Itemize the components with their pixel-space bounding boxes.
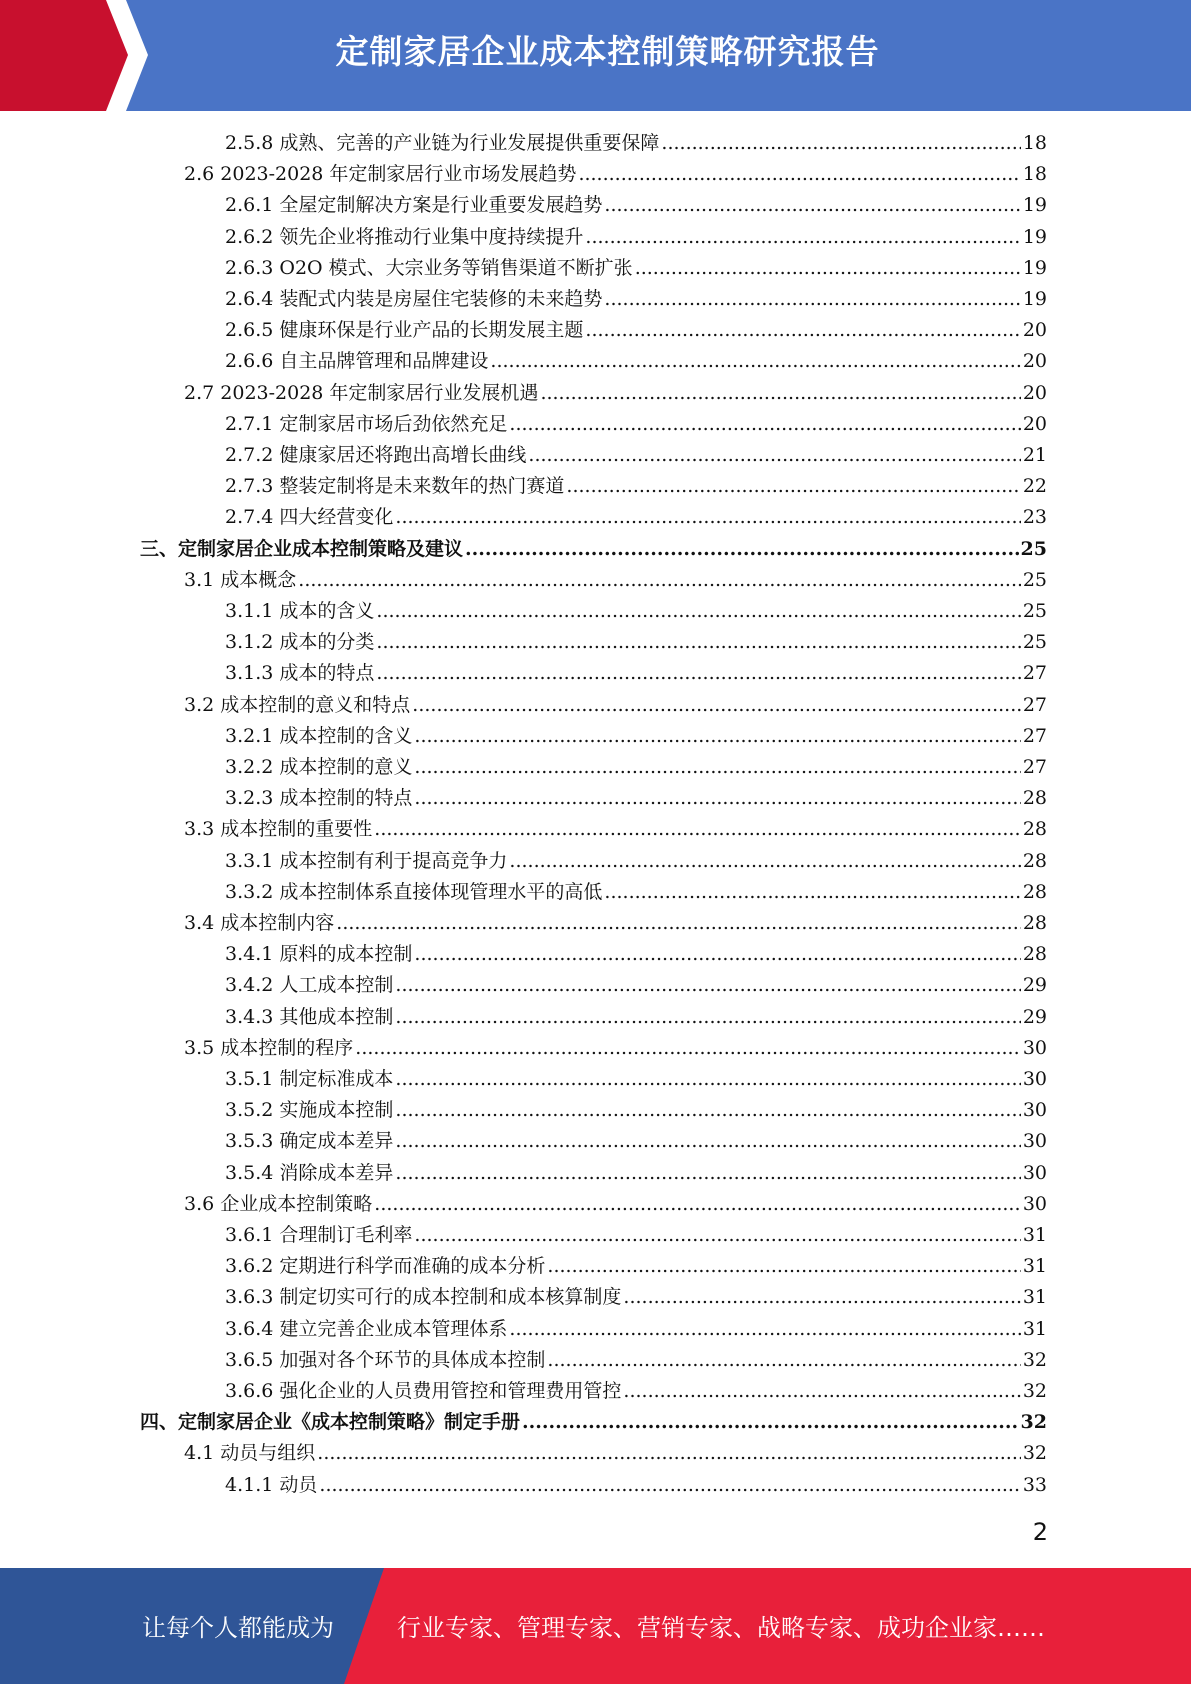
toc-dot-leader [395,1095,1020,1126]
toc-entry[interactable] [184,565,1047,596]
toc-dot-leader [395,1126,1020,1157]
toc-dot-leader [376,627,1020,658]
toc-entry-number: 3.6.4 [225,1317,280,1340]
toc-entry-page: 23 [1022,506,1047,529]
toc-entry-title: 合理制订毛利率 [279,1224,413,1246]
toc-entry[interactable] [225,409,1047,440]
toc-dot-leader [623,1282,1020,1313]
toc-dot-leader [635,253,1021,284]
toc-entry-title: 整装定制将是未来数年的热门赛道 [279,475,565,498]
toc-entry[interactable] [225,315,1047,346]
toc-entry-number: 3.4.1 [225,943,280,966]
toc-entry-title: 2023-2028 年定制家居行业发展机遇 [220,381,539,404]
toc-entry-number: 3.6.5 [225,1348,280,1371]
toc-entry[interactable] [225,440,1047,471]
toc-entry-title: 成本控制的意义和特点 [220,693,411,716]
toc-entry-title: 健康家居还将跑出高增长曲线 [279,444,527,466]
toc-entry-page: 30 [1022,1192,1047,1215]
toc-entry-number: 三、 [140,537,179,560]
toc-entry[interactable] [225,939,1047,970]
page-footer [0,1568,1191,1684]
toc-entry-number: 3.5.4 [225,1161,280,1184]
toc-entry[interactable] [225,970,1047,1001]
toc-entry-number: 3.3 [184,818,221,841]
toc-entry-page: 29 [1022,1005,1047,1028]
toc-entry-title: 四大经营变化 [279,506,394,529]
toc-entry-title: 原料的成本控制 [279,943,413,966]
toc-entry-page: 19 [1022,256,1047,279]
toc-entry[interactable] [225,502,1047,533]
toc-entry-page: 32 [1022,1380,1047,1402]
toc-entry-title: 动员与组织 [220,1442,316,1465]
toc-dot-leader [604,877,1020,908]
toc-entry[interactable] [225,190,1047,221]
toc-entry-page: 28 [1022,943,1047,966]
toc-dot-leader [395,970,1020,1001]
toc-entry[interactable] [225,783,1047,814]
toc-dot-leader [376,596,1020,627]
toc-entry-page: 27 [1022,724,1047,747]
toc-entry-title: 强化企业的人员费用管控和管理费用管控 [279,1380,622,1402]
toc-dot-leader [336,908,1021,939]
toc-entry-title: 成本的分类 [279,631,375,654]
toc-entry-number: 3.2.3 [225,787,280,810]
toc-entry-page: 25 [1020,537,1047,560]
toc-entry-number: 3.2 [184,693,221,716]
toc-entry[interactable] [184,908,1047,939]
toc-dot-leader [395,1158,1020,1189]
toc-entry-page: 32 [1022,1442,1047,1465]
toc-entry-title: 健康环保是行业产品的长期发展主题 [279,319,584,342]
toc-dot-leader [465,534,1019,565]
toc-dot-leader [374,814,1021,845]
toc-entry[interactable] [225,1126,1047,1157]
toc-dot-leader [522,1407,1019,1438]
toc-entry[interactable] [225,1095,1047,1126]
toc-entry-page: 28 [1022,849,1047,872]
toc-entry[interactable] [140,1407,1047,1438]
toc-entry[interactable] [184,814,1047,845]
toc-entry-page: 20 [1022,319,1047,342]
toc-entry-title: 自主品牌管理和品牌建设 [279,350,489,373]
toc-dot-leader [528,440,1020,471]
toc-entry-number: 3.6.1 [225,1224,280,1246]
toc-entry[interactable] [225,1314,1047,1345]
toc-entry-number: 3.5.2 [225,1099,280,1122]
toc-entry-title: 成本的含义 [279,600,375,622]
toc-entry-title: O2O 模式、大宗业务等销售渠道不断扩张 [279,256,633,279]
toc-dot-leader [414,721,1020,752]
toc-entry-number: 3.3.1 [225,849,280,872]
toc-entry-number: 2.7.2 [225,444,280,466]
toc-dot-leader [661,128,1020,159]
toc-entry-number: 2.7.3 [225,475,280,498]
toc-entry-title: 装配式内装是房屋住宅装修的未来趋势 [279,288,603,310]
toc-entry[interactable] [225,596,1047,627]
toc-entry-title: 成本控制体系直接体现管理水平的高低 [279,880,603,903]
toc-entry-number: 3.1.1 [225,600,280,622]
toc-entry-page: 28 [1022,787,1047,810]
toc-dot-leader [623,1376,1020,1407]
toc-entry-page: 20 [1022,350,1047,373]
toc-dot-leader [414,939,1020,970]
toc-entry-title: 其他成本控制 [279,1005,394,1028]
toc-dot-leader [578,159,1020,190]
toc-entry-number: 2.6.6 [225,350,280,373]
toc-entry[interactable] [184,159,1047,190]
toc-dot-leader [509,1314,1020,1345]
toc-entry-number: 3.4 [184,912,221,934]
toc-entry[interactable] [225,627,1047,658]
toc-entry-page: 29 [1022,974,1047,997]
toc-entry[interactable] [225,721,1047,752]
toc-dot-leader [509,846,1020,877]
toc-entry-page: 19 [1022,288,1047,310]
toc-entry-title: 2023-2028 年定制家居行业市场发展趋势 [220,163,577,186]
toc-entry[interactable] [184,1033,1047,1064]
toc-entry[interactable] [140,534,1047,565]
toc-entry-number: 3.6.6 [225,1380,280,1402]
toc-entry-page: 30 [1022,1036,1047,1059]
toc-entry-title: 领先企业将推动行业集中度持续提升 [279,225,584,248]
toc-entry-number: 3.6.3 [225,1286,280,1309]
toc-entry-page: 30 [1022,1161,1047,1184]
toc-entry-number: 2.7 [184,381,221,404]
toc-entry-title: 制定标准成本 [279,1068,394,1090]
toc-entry-page: 21 [1022,444,1047,466]
toc-entry-number: 2.5.8 [225,132,280,154]
toc-dot-leader [414,783,1020,814]
toc-entry[interactable] [225,846,1047,877]
toc-entry-title: 建立完善企业成本管理体系 [279,1317,508,1340]
footer-slogan-right: 行业专家、管理专家、营销专家、战略专家、成功企业家…… [397,1614,1045,1642]
toc-entry-number: 2.6.1 [225,194,280,217]
toc-entry-title: 人工成本控制 [279,974,394,997]
toc-entry-title: 动员 [279,1473,318,1496]
toc-entry-page: 28 [1022,912,1047,934]
toc-entry-number: 2.6.5 [225,319,280,342]
toc-dot-leader [374,1189,1021,1220]
toc-entry-number: 2.6.3 [225,256,280,279]
toc-entry[interactable] [225,1220,1047,1251]
toc-dot-leader [298,565,1021,596]
toc-dot-leader [414,1220,1020,1251]
toc-dot-leader [547,1345,1020,1376]
toc-entry[interactable] [225,284,1047,315]
page-header [0,0,1191,111]
toc-entry[interactable] [225,1251,1047,1282]
toc-dot-leader [317,1438,1021,1469]
toc-entry[interactable] [225,346,1047,377]
toc-entry-title: 定制家居市场后劲依然充足 [279,412,508,435]
toc-entry-page: 30 [1022,1099,1047,1122]
toc-entry-page: 33 [1022,1473,1047,1496]
toc-entry[interactable] [225,471,1047,502]
toc-entry[interactable] [225,658,1047,689]
toc-entry-page: 19 [1022,194,1047,217]
toc-entry-title: 成本控制的意义 [279,756,413,778]
toc-dot-leader [414,752,1020,783]
toc-entry-page: 31 [1022,1224,1047,1246]
toc-entry[interactable] [225,1345,1047,1376]
toc-entry[interactable] [184,378,1047,409]
toc-entry-number: 3.2.1 [225,724,280,747]
toc-entry[interactable] [225,1064,1047,1095]
toc-entry-page: 19 [1022,225,1047,248]
toc-dot-leader [355,1033,1021,1064]
toc-entry-page: 31 [1022,1317,1047,1340]
toc-dot-leader [376,658,1020,689]
toc-entry-page: 20 [1022,412,1047,435]
page-number: 2 [1032,1518,1048,1546]
toc-entry-number: 3.2.2 [225,756,280,778]
toc-entry-title: 定期进行科学而准确的成本分析 [279,1255,546,1278]
toc-entry-page: 22 [1022,475,1047,498]
toc-entry-title: 全屋定制解决方案是行业重要发展趋势 [279,194,603,217]
toc-entry-title: 成本控制内容 [220,912,335,934]
toc-entry-page: 28 [1022,818,1047,841]
toc-dot-leader [585,315,1020,346]
toc-entry-number: 3.1 [184,568,221,591]
footer-slogan-left: 让每个人都能成为 [142,1614,334,1642]
toc-entry-number: 3.5.3 [225,1130,280,1153]
toc-entry-page: 18 [1022,132,1047,154]
toc-dot-leader [585,222,1020,253]
toc-dot-leader [395,1002,1020,1033]
toc-entry-title: 制定切实可行的成本控制和成本核算制度 [279,1286,622,1309]
toc-entry-number: 4.1.1 [225,1473,280,1496]
toc-entry-title: 成本控制的重要性 [220,818,373,841]
toc-entry-page: 25 [1022,600,1047,622]
toc-entry-title: 加强对各个环节的具体成本控制 [279,1348,546,1371]
toc-entry-page: 28 [1022,880,1047,903]
toc-dot-leader [395,502,1020,533]
toc-entry-number: 2.6.4 [225,288,280,310]
toc-entry-number: 3.6 [184,1192,221,1215]
toc-entry-number: 3.3.2 [225,880,280,903]
toc-entry[interactable] [225,222,1047,253]
toc-dot-leader [509,409,1020,440]
toc-entry-page: 27 [1022,756,1047,778]
toc-entry-title: 成本控制的含义 [279,724,413,747]
toc-entry-page: 27 [1022,662,1047,685]
toc-entry-page: 18 [1022,163,1047,186]
toc-dot-leader [604,190,1020,221]
toc-entry[interactable] [225,128,1047,159]
toc-entry-number: 3.1.2 [225,631,280,654]
toc-entry-number: 2.6.2 [225,225,280,248]
toc-entry[interactable] [184,1438,1047,1469]
toc-entry-number: 3.4.3 [225,1005,280,1028]
toc-dot-leader [412,690,1021,721]
toc-entry-page: 32 [1022,1348,1047,1371]
toc-entry-title: 确定成本差异 [279,1130,394,1153]
toc-entry-page: 30 [1022,1068,1047,1090]
toc-entry-title: 成本控制的特点 [279,787,413,810]
toc-entry[interactable] [225,253,1047,284]
toc-entry-number: 2.6 [184,163,221,186]
toc-entry-page: 30 [1022,1130,1047,1153]
toc-entry-page: 27 [1022,693,1047,716]
toc-entry[interactable] [225,1470,1047,1501]
toc-entry-title: 成本的特点 [279,662,375,685]
toc-entry[interactable] [184,1189,1047,1220]
toc-entry-title: 消除成本差异 [279,1161,394,1184]
toc-entry-number: 3.1.3 [225,662,280,685]
toc-entry-number: 2.7.1 [225,412,280,435]
toc-dot-leader [604,284,1020,315]
toc-entry-page: 31 [1022,1255,1047,1278]
toc-entry-page: 32 [1020,1411,1047,1434]
toc-dot-leader [490,346,1020,377]
toc-dot-leader [395,1064,1020,1095]
toc-dot-leader [540,378,1020,409]
toc-entry-number: 四、 [140,1411,179,1434]
document-title: 定制家居企业成本控制策略研究报告 [335,32,880,71]
toc-entry-title: 成本控制有利于提高竞争力 [279,849,508,872]
toc-entry[interactable] [225,752,1047,783]
toc-entry-page: 25 [1022,568,1047,591]
toc-dot-leader [319,1470,1020,1501]
toc-entry[interactable] [225,1158,1047,1189]
toc-entry-title: 实施成本控制 [279,1099,394,1122]
toc-entry[interactable] [225,1376,1047,1407]
toc-entry-number: 3.4.2 [225,974,280,997]
toc-entry-page: 31 [1022,1286,1047,1309]
toc-dot-leader [566,471,1020,502]
toc-entry-number: 3.5 [184,1036,221,1059]
toc-entry[interactable] [225,1002,1047,1033]
toc-entry[interactable] [225,1282,1047,1313]
toc-entry[interactable] [225,877,1047,908]
toc-entry-title: 成熟、完善的产业链为行业发展提供重要保障 [279,132,660,154]
toc-entry-number: 4.1 [184,1442,221,1465]
toc-entry-title: 成本概念 [220,568,297,591]
toc-entry-page: 20 [1022,381,1047,404]
toc-entry-title: 定制家居企业《成本控制策略》制定手册 [178,1411,521,1434]
toc-entry-title: 定制家居企业成本控制策略及建议 [178,537,464,560]
toc-entry-number: 2.7.4 [225,506,280,529]
toc-entry[interactable] [184,690,1047,721]
toc-entry-title: 成本控制的程序 [220,1036,354,1059]
toc-entry-title: 企业成本控制策略 [220,1192,373,1215]
toc-entry-number: 3.6.2 [225,1255,280,1278]
toc-dot-leader [547,1251,1020,1282]
toc-entry-number: 3.5.1 [225,1068,280,1090]
toc-entry-page: 25 [1022,631,1047,654]
